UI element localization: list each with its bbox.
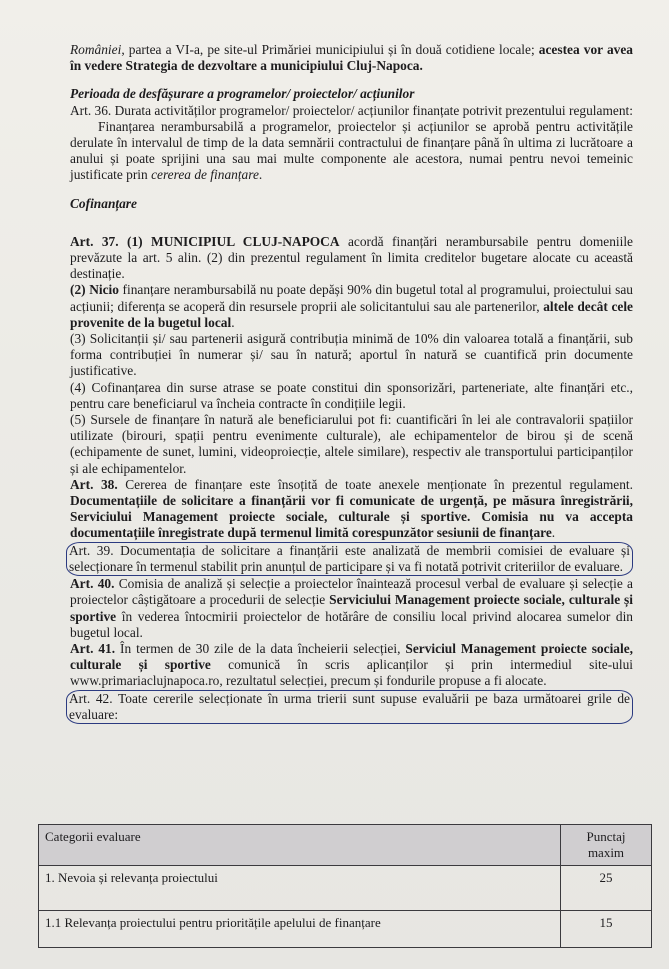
table-header-row	[39, 825, 652, 866]
row-category: 1. Nevoia și relevanța proiectului	[39, 866, 561, 911]
article-37-para-2: (2) Nicio finanțare nerambursabilă nu poate depăși 90% din bugetul total al programului, proiectului sau acțiunii; diferența se acoperă din resursele proprii ale solicitantului sau ale partenerilor, altele decât cele provenite de la bugetul local.	[70, 282, 634, 330]
section-heading-period: Perioada de desfășurare a programelor/ proiectelor/ acțiunilor	[70, 86, 415, 102]
row-points: 25	[561, 866, 652, 911]
row-points: 15	[561, 911, 652, 948]
article-39-circled: Art. 39. Documentația de solicitare a finanțării este analizată de membrii comisiei de evaluare și selecționare în termenul stabilit prin anunțul de participare și va fi notată potrivit criteriilor de evaluare.	[66, 542, 633, 576]
section-heading-cofinancing: Cofinanțare	[70, 195, 137, 211]
header-category: Categorii evaluare	[39, 825, 561, 866]
evaluation-grid-table	[38, 824, 652, 948]
article-37-para-3: (3) Solicitanții și/ sau partenerii asigură contribuția minimă de 10% din valoarea totală a finanțării, sub forma contribuției în numerar și/ sau în natură; aportul în natură se cuantifică prin documente justificative.	[70, 331, 633, 379]
header-max-points: Punctaj maxim	[561, 825, 652, 866]
article-36: Art. 36. Durata activităților programelor/ proiectelor/ acțiunilor finanțate potrivit prezentului regulament:	[70, 102, 633, 118]
article-41: Art. 41. În termen de 30 zile de la data încheierii selecției, Serviciul Management proiecte sociale, culturale și sportive comunică în scris aplicanților și prin intermediul site-ului www.primariaclujnapoca.ro, rezultatul selecției, precum și fondurile propuse a fi alocate.	[70, 640, 634, 689]
table-row	[39, 911, 652, 948]
article-42-circled: Art. 42. Toate cererile selecționate în urma trierii sunt supuse evaluării pe baza următoarei grile de evaluare:	[66, 690, 633, 724]
article-37: Art. 37. (1) MUNICIPIUL CLUJ-NAPOCA acordă finanțări nerambursabile pentru domeniile prevăzute la art. 5 alin. (2) din prezentul regulament în limita creditelor bugetare alocate cu această destinație.	[70, 233, 633, 282]
article-40: Art. 40. Comisia de analiză și selecție a proiectelor înaintează procesul verbal de evaluare și selecție a proiectelor câștigătoare a procedurii de selecție Serviciului Management proiecte sociale, culturale și sportive în vederea întocmirii proiectelor de hotărâre de consiliu local privind alocarea sumelor din bugetul local.	[70, 576, 633, 640]
article-38: Art. 38. Cererea de finanțare este însoțită de toate anexele menționate în prezentul regulament. Documentațiile de solicitare a finanțării vor fi comunicate de urgență, pe măsura înregistrării, Serviciului Management proiecte sociale, culturale și sportive. Comisia nu va accepta documentațiile înregistrate după termenul limită corespunzător sesiunii de finanțare.	[70, 476, 634, 541]
article-36-body: Finanțarea nerambursabilă a programelor, proiectelor și acțiunilor se aprobă pentru activitățile derulate în intervalul de timp de la data semnării contractului de finanțare până în ultima zi lucrătoare a anului și poate sprijini una sau mai multe componente ale acestora, numai pentru nevoi temeinic justificate prin cererea de finanțare.	[70, 118, 633, 183]
article-37-para-4: (4) Cofinanțarea din surse atrase se poate constitui din sponsorizări, parteneriate, alte finanțări etc., pentru care beneficiarul va încheia contracte în condițiile legii.	[70, 379, 633, 411]
table-row	[39, 866, 652, 911]
article-37-para-5: (5) Sursele de finanțare în natură ale beneficiarului pot fi: cuantificări în lei ale contravalorii spațiilor utilizate (birouri, spații pentru evenimente culturale), ale echipamentelor de birou și de scenă (echipamente de sunet, lumini, videoproiecție, altele similare), respectiv ale transportului participanților și ale echipamentelor.	[70, 412, 633, 476]
paragraph-intro: României, partea a VI-a, pe site-ul Primăriei municipiului și în două cotidiene locale; acestea vor avea în vedere Strategia de dezvoltare a municipiului Cluj-Napoca.	[70, 42, 633, 74]
row-category: 1.1 Relevanța proiectului pentru prioritățile apelului de finanțare	[39, 911, 561, 948]
